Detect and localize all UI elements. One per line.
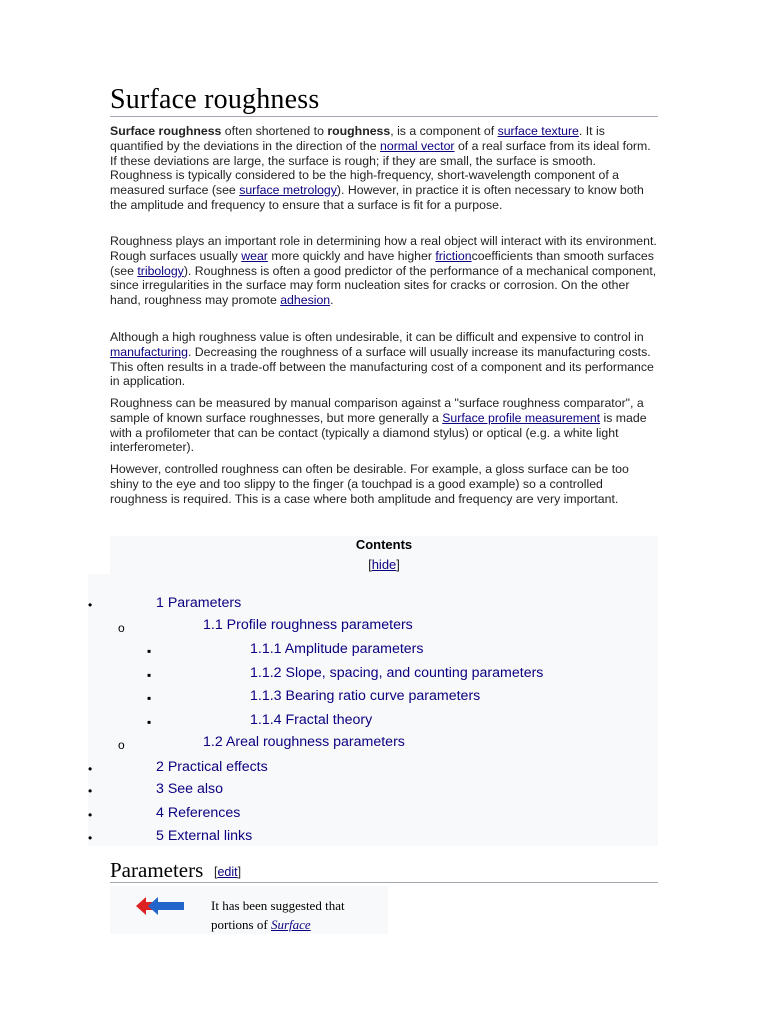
link-surface-profile-measurement[interactable]: Surface profile measurement — [442, 410, 601, 425]
text-run: . It is quantified by the deviations in the direction of the — [110, 124, 605, 153]
toc-bullet: ▪ — [147, 668, 152, 682]
link-surface[interactable]: Surface — [270, 917, 311, 932]
text-run: is made with a profilometer that can be contact (typically a diamond stylus) or optical (e.g. a white light interferometer). — [110, 410, 647, 455]
text-run: ). Roughness is often a good predictor of the performance of a mechanical component, since irregularities in the surface may form nucleation sites for cracks or corrosion. On the other hand, roughness may promote — [110, 263, 657, 308]
text-run: , is a component of — [390, 124, 498, 138]
edit-link[interactable]: edit — [217, 865, 238, 879]
text-run: Roughness plays an important role in determining how a real object will interact with its environment. Rough surfaces usually — [110, 234, 657, 263]
title-divider — [110, 116, 658, 117]
text-run: more quickly and have higher — [267, 248, 436, 263]
page-title: Surface roughness — [110, 84, 320, 115]
toc-item-slope-spacing[interactable]: 1.1.2 Slope, spacing, and counting parameters — [250, 665, 544, 681]
hide-link[interactable]: hide — [371, 557, 397, 572]
paragraph-intro — [110, 124, 660, 213]
merge-notice-text — [211, 896, 381, 934]
link-adhesion[interactable]: adhesion — [280, 293, 331, 308]
toc-title: Contents — [355, 537, 413, 552]
link-wear[interactable]: wear — [241, 248, 268, 263]
toc-bullet: • — [88, 808, 93, 822]
link-normal-vector[interactable]: normal vector — [380, 138, 455, 153]
text-run: It has been suggested that portions of — [211, 898, 345, 932]
bracket: [ — [214, 865, 218, 879]
toc-bullet: o — [118, 621, 125, 635]
toc-item-references[interactable]: 4 References — [156, 805, 241, 821]
bracket: ] — [396, 557, 400, 572]
toc-item-amplitude[interactable]: 1.1.1 Amplitude parameters — [250, 641, 424, 657]
paragraph-manufacturing — [110, 330, 660, 389]
toc-item-parameters[interactable]: 1 Parameters — [156, 595, 242, 611]
toc-item-profile-roughness[interactable]: 1.1 Profile roughness parameters — [203, 617, 413, 633]
blue-arrow-shape — [148, 897, 184, 915]
text-run: ). However, in practice it is often necessary to know both the amplitude and frequency to ensure that a surface is fit for a purpose. — [110, 183, 644, 212]
toc-item-bearing-ratio[interactable]: 1.1.3 Bearing ratio curve parameters — [250, 688, 481, 704]
link-tribology[interactable]: tribology — [137, 263, 184, 278]
bracket: ] — [237, 865, 242, 879]
paragraph-importance — [110, 234, 660, 308]
section-divider — [110, 882, 658, 883]
bracket: [ — [368, 557, 372, 572]
paragraph-controlled-roughness — [110, 462, 660, 506]
toc-bullet: • — [88, 762, 93, 776]
text-run: often shortened to — [221, 124, 328, 138]
toc-bullet: o — [118, 738, 125, 752]
text-run: Although a high roughness value is often undesirable, it can be difficult and expensive to control in — [110, 330, 644, 344]
toc-bullet: • — [88, 831, 93, 845]
toc-bullet: • — [88, 598, 93, 612]
toc-bullet: ▪ — [147, 691, 152, 705]
text-run: . Decreasing the roughness of a surface will usually increase its manufacturing costs. This often results in a trade-off between the manufacturing cost of a component and its performance in application. — [110, 344, 654, 389]
toc-bullet: • — [88, 784, 93, 798]
toc-item-fractal-theory[interactable]: 1.1.4 Fractal theory — [250, 712, 373, 728]
toc-item-external-links[interactable]: 5 External links — [156, 828, 253, 844]
text-run: However, controlled roughness can often be desirable. For example, a gloss surface can be too shiny to the eye and too slippy to the finger (a touchpad is a good example) so a controlled roughness is required. This is a case where both amplitude and frequency are very important. — [110, 462, 629, 506]
merge-arrows-icon — [134, 894, 186, 918]
link-manufacturing[interactable]: manufacturing — [110, 344, 188, 359]
text-run: of a real surface from its ideal form. If these deviations are large, the surface is rough; if they are small, the surface is smooth. Roughness is typically considered to be the high-frequency, short-wavelength component of a measured surface (see — [110, 138, 651, 198]
toc-item-see-also[interactable]: 3 See also — [156, 781, 224, 797]
text-run: Roughness can be measured by manual comparison against a "surface roughness comparator", a sample of known surface roughnesses, but more generally a — [110, 396, 644, 425]
link-surface-texture[interactable]: surface texture — [497, 124, 579, 138]
toc-left-band — [88, 574, 110, 846]
toc-hide-toggle — [110, 557, 658, 572]
section-edit — [214, 865, 241, 879]
toc-bullet: ▪ — [147, 715, 152, 729]
text-run: coefficients than smooth surfaces (see — [110, 248, 654, 278]
section-heading-parameters: Parameters — [110, 858, 204, 882]
bold-term: Surface roughness — [110, 124, 222, 138]
toc-bullet: ▪ — [147, 644, 152, 658]
toc-item-practical-effects[interactable]: 2 Practical effects — [156, 759, 268, 775]
paragraph-measurement — [110, 396, 660, 455]
bold-term: roughness — [327, 124, 391, 138]
link-friction[interactable]: friction — [435, 248, 472, 263]
toc-item-areal-roughness[interactable]: 1.2 Areal roughness parameters — [203, 734, 405, 750]
link-surface-metrology[interactable]: surface metrology — [239, 183, 337, 198]
text-run: . — [330, 293, 334, 308]
